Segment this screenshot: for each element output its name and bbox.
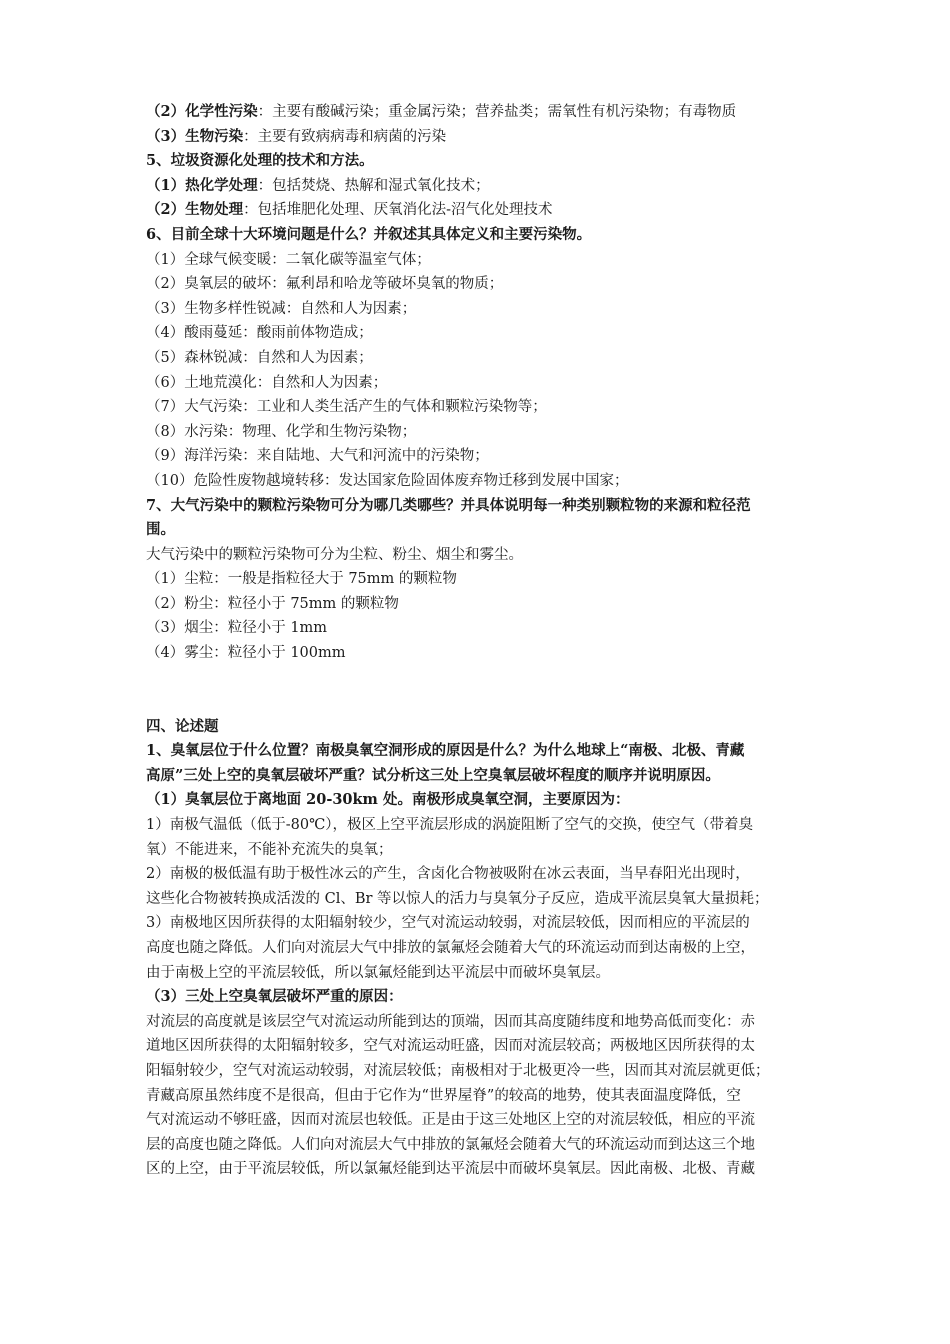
q6-item: （6）土地荒漠化：自然和人为因素； xyxy=(146,374,388,391)
essay-q1-title-line-2: 高原”三处上空的臭氧层破坏严重？试分析这三处上空臭氧层破坏程度的顺序并说明原因。 xyxy=(146,766,720,784)
q6-item: （4）酸雨蔓延：酸雨前体物造成； xyxy=(146,325,373,342)
answer-3-line: 区的上空，由于平流层较低，所以氯氟烃能到达平流层中而破坏臭氧层。因此南极、北极、青藏 xyxy=(146,1161,755,1178)
item-biological-pollution xyxy=(146,125,816,150)
answer-3-line: 道地区因所获得的太阳辐射较多，空气对流运动旺盛，因而对流层较高；两极地区因所获得的太 xyxy=(146,1038,755,1055)
q5-item-2 xyxy=(146,198,816,223)
question-7-title-line-1: 7、大气污染中的颗粒污染物可分为哪几类哪些？并具体说明每一种类别颗粒物的来源和粒径范 xyxy=(146,496,751,514)
section-gap xyxy=(146,666,816,715)
answer-1-point-3-line: 高度也随之降低。人们向对流层大气中排放的氯氟烃会随着大气的环流运动而到达南极的上空， xyxy=(146,940,755,956)
answer-3-line: 青藏高原虽然纬度不是很高，但由于它作为“世界屋脊”的较高的地势，使其表面温度降低，空 xyxy=(146,1087,741,1104)
answer-3-line: 层的高度也随之降低。人们向对流层大气中排放的氯氟烃会随着大气的环流运动而到达这三个地 xyxy=(146,1136,755,1153)
answer-1-point-2-line: 2）南极的极低温有助于极性冰云的产生，含卤化合物被吸附在冰云表面，当早春阳光出现时， xyxy=(146,866,750,883)
q7-item: （2）粉尘：粒径小于 75mm 的颗粒物 xyxy=(146,595,399,612)
q7-item: （1）尘粒：一般是指粒径大于 75mm 的颗粒物 xyxy=(146,571,457,588)
essay-q1-title-line-1: 1、臭氧层位于什么位置？南极臭氧空洞形成的原因是什么？为什么地球上“南极、北极、青藏 xyxy=(146,742,745,760)
q7-item: （4）雾尘：粒径小于 100mm xyxy=(146,645,346,662)
item-label: （3）生物污染 xyxy=(146,127,244,145)
q6-item: （10）危险性废物越境转移：发达国家危险固体废弃物迁移到发展中国家； xyxy=(146,472,629,489)
item-label: （1）热化学处理 xyxy=(146,176,258,194)
answer-3-line: 气对流运动不够旺盛，因而对流层也较低。正是由于这三处地区上空的对流层较低，相应的平流 xyxy=(146,1112,755,1129)
q6-item: （7）大气污染：工业和人类生活产生的气体和颗粒污染物等； xyxy=(146,399,547,416)
document-page xyxy=(146,100,816,1182)
item-text: ：主要有酸碱污染；重金属污染；营养盐类；需氧性有机污染物；有毒物质 xyxy=(257,104,737,120)
item-label: （2）生物处理 xyxy=(146,201,244,219)
question-6-title: 6、目前全球十大环境问题是什么？并叙述其具体定义和主要污染物。 xyxy=(146,225,592,243)
section-4-heading: 四、论述题 xyxy=(146,717,219,735)
item-label: （2）化学性污染 xyxy=(146,103,258,120)
answer-1-point-3-line: 由于南极上空的平流层较低，所以氯氟烃能到达平流层中而破坏臭氧层。 xyxy=(146,964,610,981)
item-text: ：主要有致病病毒和病菌的污染 xyxy=(243,128,447,145)
answer-1-title: （1）臭氧层位于离地面 20-30km 处。南极形成臭氧空洞，主要原因为： xyxy=(146,791,630,809)
q5-item-1 xyxy=(146,174,816,199)
q7-item: （3）烟尘：粒径小于 1mm xyxy=(146,620,328,637)
answer-1-point-3-line: 3）南极地区因所获得的太阳辐射较少，空气对流运动较弱，对流层较低，因而相应的平流层的 xyxy=(146,915,750,932)
q6-item: （1）全球气候变暖：二氧化碳等温室气体； xyxy=(146,251,431,268)
item-text: ：包括焚烧、热解和湿式氧化技术； xyxy=(257,177,490,194)
q6-item: （9）海洋污染：来自陆地、大气和河流中的污染物； xyxy=(146,448,489,465)
item-chemical-pollution xyxy=(146,100,816,125)
q6-item: （2）臭氧层的破坏：氟利昂和哈龙等破坏臭氧的物质； xyxy=(146,276,504,293)
question-5-title: 5、垃圾资源化处理的技术和方法。 xyxy=(146,152,374,170)
q6-item: （5）森林锐减：自然和人为因素； xyxy=(146,349,373,366)
answer-3-title: （3）三处上空臭氧层破坏严重的原因： xyxy=(146,988,403,1006)
item-text: ：包括堆肥化处理、厌氧消化法-沼气化处理技术 xyxy=(243,202,553,219)
question-7-title-line-2: 围。 xyxy=(146,521,175,539)
q7-intro: 大气污染中的颗粒污染物可分为尘粒、粉尘、烟尘和雾尘。 xyxy=(146,546,523,563)
q6-item: （3）生物多样性锐减：自然和人为因素； xyxy=(146,300,417,317)
answer-3-line: 对流层的高度就是该层空气对流运动所能到达的顶端，因而其高度随纬度和地势高低而变化：赤 xyxy=(146,1013,755,1030)
answer-1-point-2-line: 这些化合物被转换成活泼的 Cl、Br 等以惊人的活力与臭氧分子反应，造成平流层臭氧大量损耗； xyxy=(146,890,769,907)
answer-1-point-1-line: 氧）不能进来，不能补充流失的臭氧； xyxy=(146,841,393,858)
answer-1-point-1-line: 1）南极气温低（低于-80℃），极区上空平流层形成的涡旋阻断了空气的交换，使空气（带着臭 xyxy=(146,817,754,834)
answer-3-line: 阳辐射较少，空气对流运动较弱，对流层较低；南极相对于北极更冷一些，因而其对流层就更低； xyxy=(146,1062,770,1079)
q6-item: （8）水污染：物理、化学和生物污染物； xyxy=(146,423,417,440)
